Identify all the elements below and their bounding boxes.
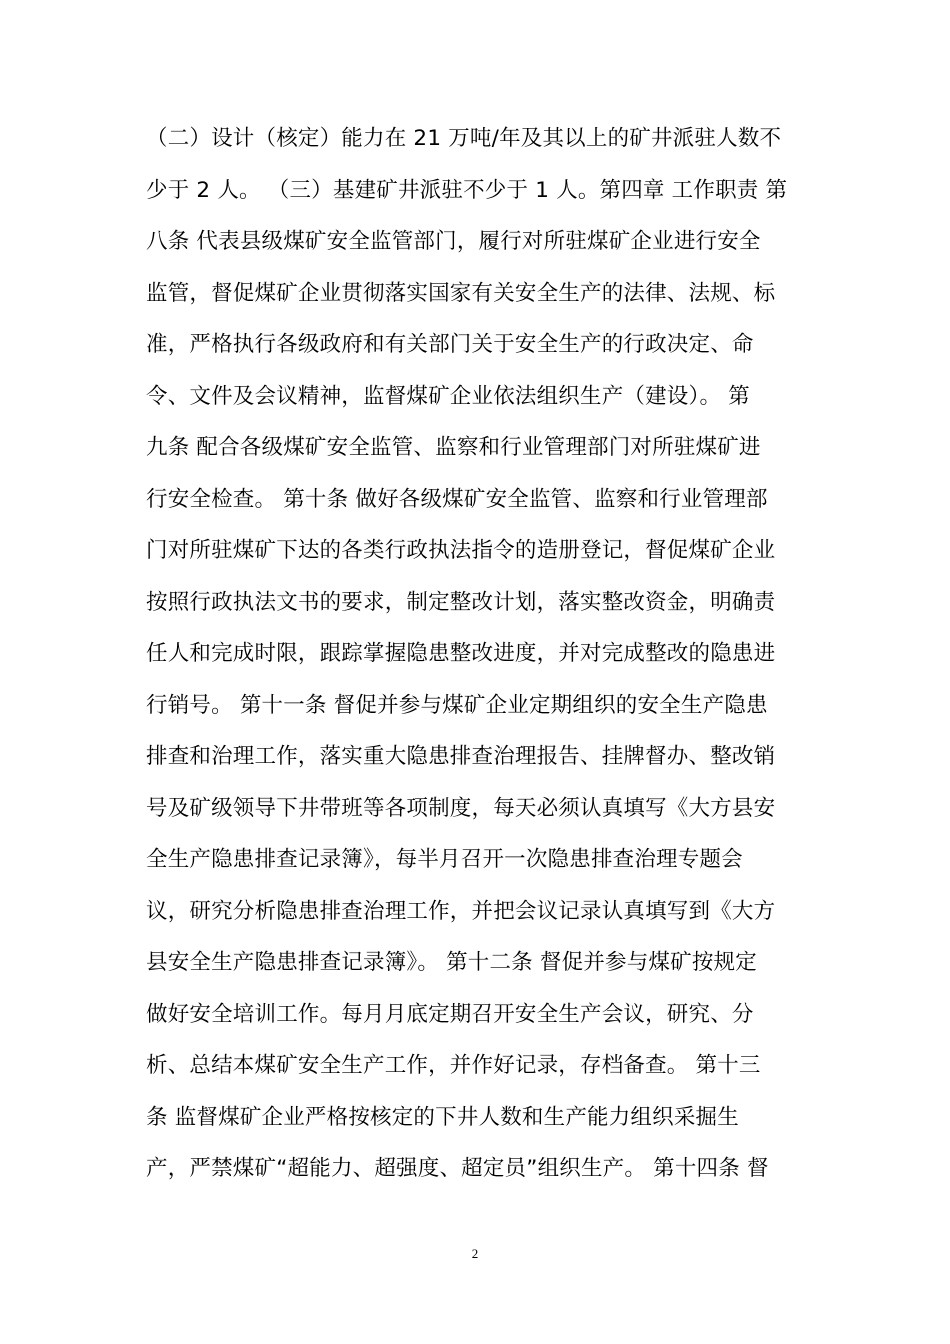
text-line: 监管，督促煤矿企业贯彻落实国家有关安全生产的法律、法规、标 xyxy=(146,280,776,306)
text-line: 析、总结本煤矿安全生产工作，并作好记录，存档备查。 第十三 xyxy=(146,1053,761,1078)
text-line: 行销号。 第十一条 督促并参与煤矿企业定期组织的安全生产隐患 xyxy=(146,692,768,718)
text-line: 少于 2 人。 （三）基建矿井派驻不少于 1 人。第四章 工作职责 第 xyxy=(146,177,788,203)
text-line: 议，研究分析隐患排查治理工作，并把会议记录认真填写到《大方 xyxy=(146,898,776,924)
text-line: 九条 配合各级煤矿安全监管、监察和行业管理部门对所驻煤矿进 xyxy=(146,435,761,460)
text-line: 排查和治理工作，落实重大隐患排查治理报告、挂牌督办、整改销 xyxy=(146,744,776,769)
text-line: 号及矿级领导下井带班等各项制度，每天必须认真填写《大方县安 xyxy=(146,795,776,821)
text-line: 八条 代表县级煤矿安全监管部门，履行对所驻煤矿企业进行安全 xyxy=(146,229,761,254)
text-line: 县安全生产隐患排查记录簿》。 第十二条 督促并参与煤矿按规定 xyxy=(146,950,757,975)
text-line: 按照行政执法文书的要求，制定整改计划，落实整改资金，明确责 xyxy=(146,589,776,615)
text-line: 行安全检查。 第十条 做好各级煤矿安全监管、监察和行业管理部 xyxy=(146,486,768,512)
body-text xyxy=(146,113,816,1195)
text-line: 任人和完成时限，跟踪掌握隐患整改进度，并对完成整改的隐患进 xyxy=(146,641,776,666)
text-line: （二）设计（核定）能力在 21 万吨/年及其以上的矿井派驻人数不 xyxy=(146,126,782,151)
text-line: 准，严格执行各级政府和有关部门关于安全生产的行政决定、命 xyxy=(146,332,754,357)
page-number: 2 xyxy=(471,1246,479,1261)
text-line: 条 监督煤矿企业严格按核定的下井人数和生产能力组织采掘生 xyxy=(146,1104,739,1130)
text-line: 令、文件及会议精神，监督煤矿企业依法组织生产（建设）。 第 xyxy=(146,383,750,409)
text-line: 产，严禁煤矿“超能力、超强度、超定员”组织生产。 第十四条 督 xyxy=(146,1156,769,1181)
text-line: 门对所驻煤矿下达的各类行政执法指令的造册登记，督促煤矿企业 xyxy=(146,538,776,563)
text-line: 做好安全培训工作。每月月底定期召开安全生产会议，研究、分 xyxy=(146,1001,754,1027)
text-line: 全生产隐患排查记录簿》，每半月召开一次隐患排查治理专题会 xyxy=(146,847,743,872)
